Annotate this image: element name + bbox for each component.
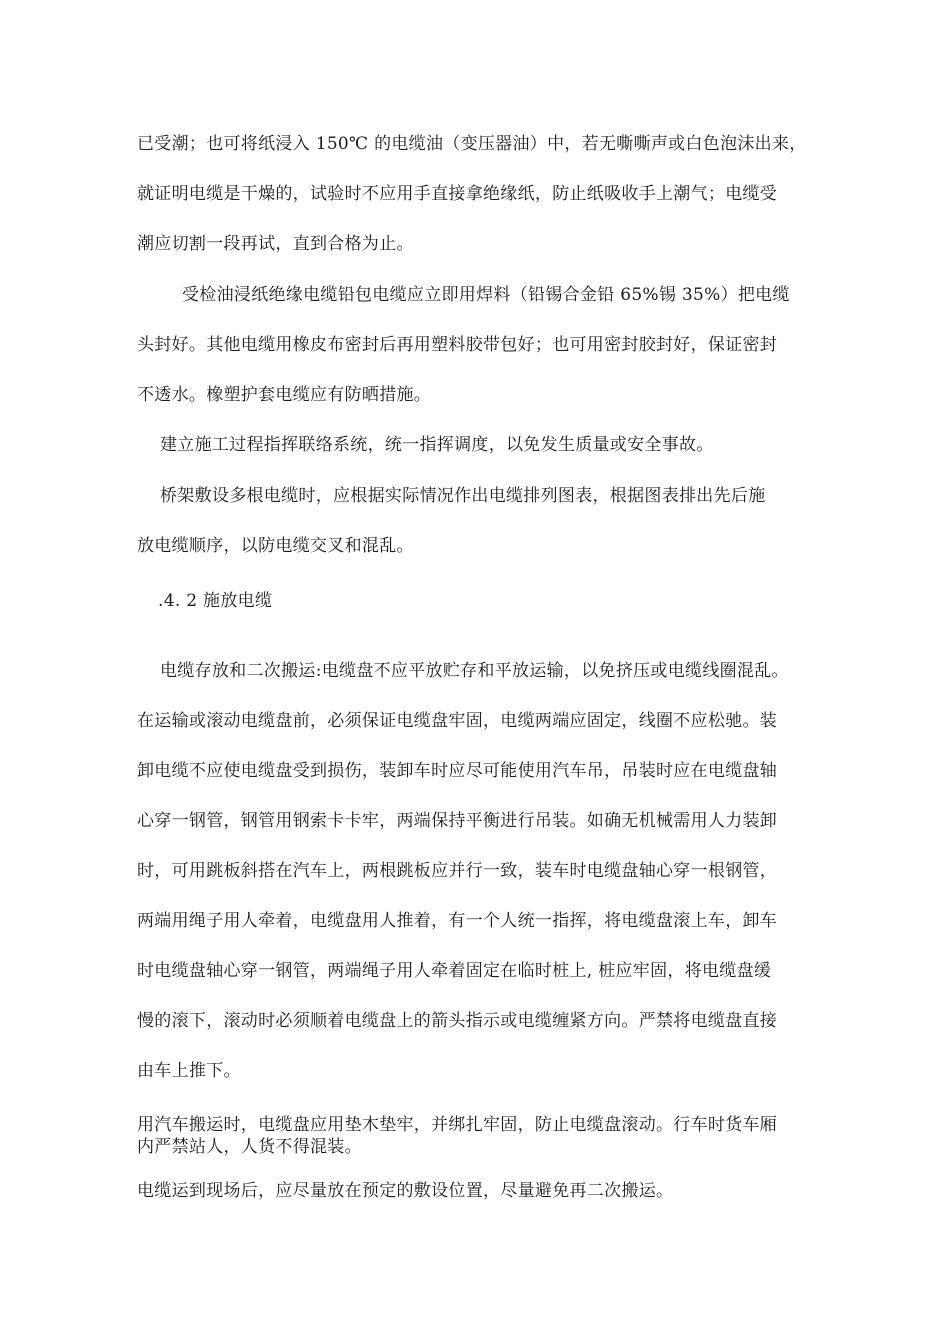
section-heading: .4. 2 施放电缆 (158, 591, 273, 611)
paragraph-line: 卸电缆不应使电缆盘受到损伤，装卸车时应尽可能使用汽车吊，吊装时应在电缆盘轴 (137, 761, 778, 781)
paragraph-line: 由车上推下。 (137, 1061, 241, 1081)
paragraph-line: 用汽车搬运时，电缆盘应用垫木垫牢，并绑扎牢固，防止电缆盘滚动。行车时货车厢 (137, 1115, 778, 1135)
paragraph-line: 时，可用跳板斜搭在汽车上，两根跳板应并行一致，装车时电缆盘轴心穿一根钢管， (137, 861, 778, 881)
paragraph-line: 在运输或滚动电缆盘前，必须保证电缆盘牢固，电缆两端应固定，线圈不应松驰。装 (137, 711, 778, 731)
paragraph-line: 建立施工过程指挥联络系统，统一指挥调度，以免发生质量或安全事故。 (160, 435, 714, 455)
paragraph-line: 两端用绳子用人牵着，电缆盘用人推着，有一个人统一指挥，将电缆盘滚上车，卸车 (137, 911, 778, 931)
paragraph-line: 桥架敷设多根电缆时，应根据实际情况作出电缆排列图表，根据图表排出先后施 (160, 486, 766, 506)
paragraph-line: 时电缆盘轴心穿一钢管，两端绳子用人牵着固定在临时桩上, 桩应牢固，将电缆盘缓 (137, 961, 772, 981)
paragraph-line: 放电缆顺序，以防电缆交叉和混乱。 (137, 536, 414, 556)
paragraph-line: 电缆存放和二次搬运:电缆盘不应平放贮存和平放运输，以免挤压或电缆线圈混乱。 (160, 661, 789, 681)
paragraph-line: 潮应切割一段再试，直到合格为止。 (137, 234, 414, 254)
paragraph-line: 就证明电缆是干燥的，试验时不应用手直接拿绝缘纸，防止纸吸收手上潮气；电缆受 (137, 184, 778, 204)
paragraph-line: 不透水。橡塑护套电缆应有防晒措施。 (137, 385, 432, 405)
paragraph-line: 电缆运到现场后，应尽量放在预定的敷设位置，尽量避免再二次搬运。 (137, 1181, 674, 1201)
paragraph-line: 内严禁站人，人货不得混装。 (137, 1137, 362, 1157)
paragraph-line: 头封好。其他电缆用橡皮布密封后再用塑料胶带包好；也可用密封胶封好，保证密封 (137, 335, 778, 355)
paragraph-line: 已受潮；也可将纸浸入 150℃ 的电缆油（变压器油）中，若无嘶嘶声或白色泡沫出来， (137, 134, 807, 154)
paragraph-line: 慢的滚下，滚动时必须顺着电缆盘上的箭头指示或电缆缠紧方向。严禁将电缆盘直接 (137, 1011, 778, 1031)
paragraph-line: 心穿一钢管，钢管用钢索卡卡牢，两端保持平衡进行吊装。如确无机械需用人力装卸 (137, 811, 778, 831)
paragraph-line: 受检油浸纸绝缘电缆铅包电缆应立即用焊料（铅锡合金铅 65%锡 35%）把电缆 (182, 285, 790, 305)
